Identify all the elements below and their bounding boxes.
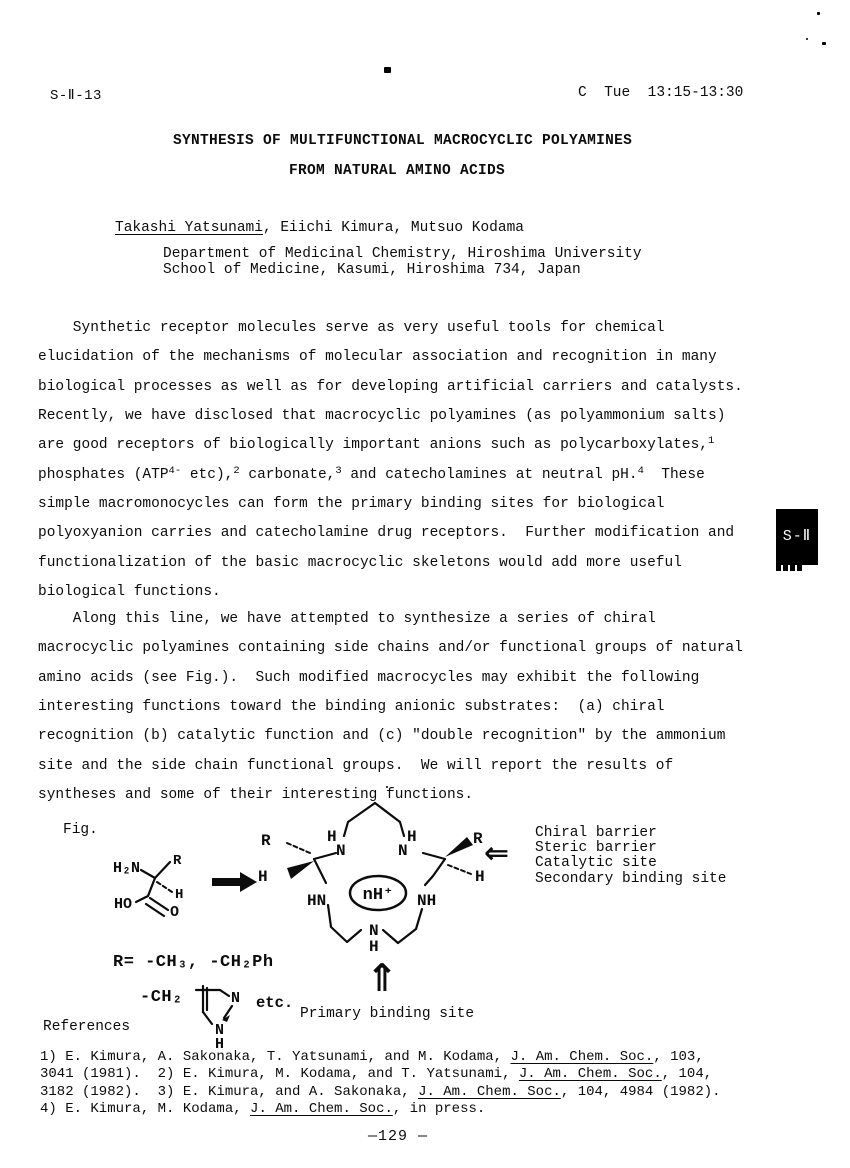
text-line: 3041 (1981). 2) E. Kimura, M. Kodama, and T. Yatsunami, J. Am. Chem. Soc., 104, <box>40 1066 713 1083</box>
text-line: biological processes as well as for developing artificial carriers and catalysts. <box>38 378 743 395</box>
section-tab: S-Ⅱ <box>776 509 818 565</box>
text-line: site and the side chain functional groups. We will report the results of <box>38 757 674 774</box>
text-line: functionalization of the basic macrocyclic skeletons would add more useful <box>38 554 682 571</box>
macro-ntl-h: H <box>327 828 337 846</box>
text-line: Chiral barrier <box>535 825 657 841</box>
r-groups-line1: R= -CH₃, -CH₂Ph <box>113 953 274 972</box>
implies-up-arrow-icon: ⇑ <box>366 956 398 1000</box>
affiliation-line2: School of Medicine, Kasumi, Hiroshima 734, Japan <box>163 262 581 278</box>
ho-label: HO <box>114 896 133 913</box>
function-annotations <box>535 826 726 887</box>
section-tab-marks <box>776 565 802 571</box>
text-line: Catalytic site <box>535 855 657 872</box>
implies-left-arrow-icon: ⇐ <box>484 836 510 871</box>
o-label: O <box>170 904 180 921</box>
scan-speck <box>817 12 820 15</box>
paragraph-2 <box>38 611 743 816</box>
h-label: H <box>175 887 184 903</box>
references-list <box>40 1049 721 1119</box>
text-line: 1) E. Kimura, A. Sakonaka, T. Yatsunami, and M. Kodama, J. Am. Chem. Soc., 103, <box>40 1049 704 1065</box>
scan-speck <box>806 38 808 40</box>
macro-nb-n: N <box>369 922 379 940</box>
text-line: Secondary binding site <box>535 870 727 887</box>
scan-speck <box>822 42 826 45</box>
macrocycle-structure <box>250 793 550 965</box>
macro-ntr-h: H <box>407 828 417 846</box>
r-groups-line2: -CH₂ <box>140 988 183 1007</box>
imidazole-ring-structure <box>196 982 246 1053</box>
text-line: elucidation of the mechanisms of molecular association and recognition in many <box>38 349 717 366</box>
imidazole-n-bottom: N <box>215 1022 225 1039</box>
imidazole-n-top: N <box>231 990 241 1007</box>
text-line: syntheses and some of their interesting functions. <box>38 787 474 804</box>
imidazole-h-bottom: H <box>215 1036 225 1053</box>
etc-label: etc. <box>256 994 294 1012</box>
text-line: recognition (b) catalytic function and (c) "double recognition" by the ammonium <box>38 728 726 745</box>
authors-line: Takashi Yatsunami, Eiichi Kimura, Mutsuo Kodama <box>115 220 524 236</box>
page-title-line1: SYNTHESIS OF MULTIFUNCTIONAL MACROCYCLIC POLYAMINES <box>173 133 633 149</box>
text-line: phosphates ($ATP^{4-}$ etc),$^2$ carbonate,$^3$ and catecholamines at neutral pH.$^4$ These <box>38 464 705 483</box>
session-code: S-Ⅱ-13 <box>50 88 102 104</box>
primary-binding-site-label: Primary binding site <box>300 1006 475 1022</box>
macro-ntl-n: N <box>336 842 346 860</box>
text-line: 4) E. Kimura, M. Kodama, J. Am. Chem. Soc., in press. <box>40 1101 486 1118</box>
text-line: polyoxyanion carries and catecholamine drug receptors. Further modification and <box>38 525 735 542</box>
page-number: —129 — <box>368 1128 429 1145</box>
macro-center-charge: nH⁺ <box>362 886 394 905</box>
text-line: Recently, we have disclosed that macrocyclic polyamines (as polyammonium salts) <box>38 408 726 425</box>
text-line: biological functions. <box>38 584 221 601</box>
session-time: C Tue 13:15-13:30 <box>578 85 744 101</box>
r-label: R <box>173 853 182 869</box>
text-line: Synthetic receptor molecules serve as very useful tools for chemical <box>38 320 665 336</box>
text-line: Along this line, we have attempted to synthesize a series of chiral <box>38 611 656 627</box>
scan-speck <box>384 67 391 73</box>
page-title-line2: FROM NATURAL AMINO ACIDS <box>289 163 506 179</box>
macro-left-r-label: R <box>261 832 271 850</box>
amino-acid-structure <box>112 852 207 920</box>
text-line: interesting functions toward the binding anionic substrates: (a) chiral <box>38 699 665 716</box>
figure-label: Fig. <box>63 822 98 838</box>
text-line: are good receptors of biologically important anions such as polycarboxylates,$^1$ <box>38 435 715 454</box>
macro-nb-h: H <box>369 938 379 956</box>
text-line: 3182 (1982). 3) E. Kimura, and A. Sakonaka, J. Am. Chem. Soc., 104, 4984 (1982). <box>40 1083 721 1100</box>
text-line: Steric barrier <box>535 840 657 857</box>
paragraph-1 <box>38 320 743 613</box>
references-heading: References <box>43 1019 131 1035</box>
macro-left-h-label: H <box>258 868 268 886</box>
affiliation-line1: Department of Medicinal Chemistry, Hiroshima University <box>163 246 642 262</box>
macro-right-h-label: H <box>475 868 485 886</box>
text-line: amino acids (see Fig.). Such modified macrocycles may exhibit the following <box>38 669 700 686</box>
h2n-label: H₂N <box>113 860 141 877</box>
macro-ntr-n: N <box>398 842 408 860</box>
macro-nml: HN <box>307 892 327 910</box>
macro-nmr: NH <box>417 892 437 910</box>
macro-right-r-label: R <box>473 830 483 848</box>
text-line: macrocyclic polyamines containing side chains and/or functional groups of natural <box>38 640 743 657</box>
text-line: simple macromonocycles can form the primary binding sites for biological <box>38 496 665 513</box>
